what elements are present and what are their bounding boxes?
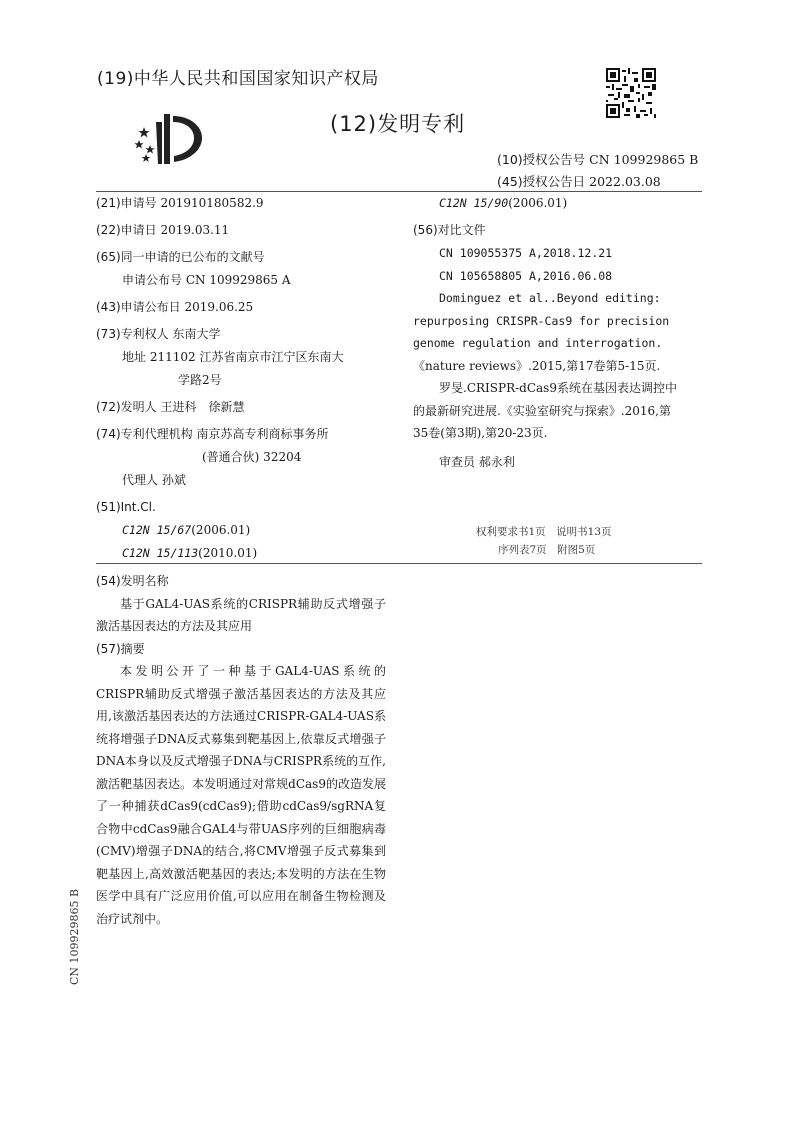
bibliographic-right [413,192,713,474]
patentee-label: (73)专利权人 [96,327,169,341]
page-count-line-1: 权利要求书1页 说明书13页 [476,526,612,538]
citation-4-line-1: 罗旻.CRISPR-dCas9系统在基因表达调控中 [439,381,677,395]
citation-2: CN 105658805 A,2016.06.08 [439,268,613,283]
document-type: (12)发明专利 [330,112,466,136]
invention-title: 基于GAL4-UAS系统的CRISPR辅助反式增强子激活基因表达的方法及其应用 [96,596,386,633]
application-date: 2019.03.11 [160,223,230,237]
publication-date: 2019.06.25 [184,300,254,314]
prior-pub-number: CN 109929865 A [185,273,291,287]
intcl-label: (51)Int.Cl. [96,500,156,514]
address-line-1: 211102 江苏省南京市江宁区东南大 [149,350,344,364]
cited-documents-label-row [413,219,713,242]
agent-row [96,469,396,492]
agency-line-1: 南京苏高专利商标事务所 [196,427,329,441]
citation-1: CN 109055375 A,2018.12.21 [439,246,613,260]
application-number: 201910180582.9 [160,196,264,210]
agent: 孙斌 [161,473,186,487]
application-number-row [96,192,396,215]
page-count-summary [476,523,612,559]
address-label: 地址 [122,350,147,364]
cited-documents [413,242,713,310]
prior-pub-number-label: 申请公布号 [122,273,183,287]
examiner-label: 审查员 [439,454,476,469]
agency-label: (74)专利代理机构 [96,427,193,441]
address-line-2: 学路2号 [178,373,222,387]
citation-3-line-3: genome regulation and interrogation. [413,336,663,350]
prior-publication-label: (65)同一申请的已公布的文献号 [96,250,265,264]
intcl-code-1: C12N 15/67 [122,523,192,537]
intcl-code-2: C12N 15/113 [122,546,199,560]
side-patent-number: CN 109929865 B [68,888,81,985]
citation-3-line-2: repurposing CRISPR-Cas9 for precision [413,313,670,328]
publication-date-label: (43)申请公布日 [96,300,181,314]
page-count-line-2: 序列表7页 附图5页 [498,544,596,556]
grant-pub-date: 2022.03.08 [589,174,661,189]
application-date-row [96,219,396,242]
intcl-year-2: (2010.01) [198,546,258,560]
agency-line-2: (普通合伙) 32204 [202,450,302,464]
examiner-row [413,451,713,474]
patentee-row [96,323,396,346]
intcl-row-1 [96,519,396,542]
citation-4-line-2: 的最新研究进展.《实验室研究与探索》.2016,第 [413,403,671,418]
patentee: 东南大学 [172,327,221,341]
publication-date-row [96,296,396,319]
grant-pub-number: CN 109929865 B [589,152,699,167]
abstract-divider [96,563,702,564]
intcl-year-3: (2006.01) [508,196,568,210]
qr-code-icon [606,68,656,118]
prior-publication-row [96,246,396,269]
cnipa-logo-icon [130,110,206,166]
agent-label: 代理人 [122,473,159,487]
grant-pub-number-row [497,150,698,168]
intcl-continued-row [413,192,713,215]
abstract-text: 本发明公开了一种基于GAL4-UAS系统的CRISPR辅助反式增强子激活基因表达的方法及其应用,该激活基因表达的方法通过CRISPR-GAL4-UAS系统将增强子DNA反式募集到靶基因上,依靠反式增强子DNA本身以及反式增强子DNA与CRISPR系统的互作,激活靶基因表达。本发明通过对常规dCas9的改造发展了一种捕获dCas9(cdCas9);借助cdCas9/sgRNA复合物中cdCas9融合GAL4与带UAS序列的巨细胞病毒(CMV)增强子DNA的结合,将CMV增强子反式募集到靶基因上,高效激活靶基因的表达;本发明的方法在生物医学中具有广泛应用价值,可以应用在制备生物检测及治疗试剂中。 [96,664,386,926]
abstract-label: (57)摘要 [96,641,145,656]
bibliographic-left [96,192,396,565]
abstract-section [96,570,386,930]
agency-row [96,423,396,446]
prior-pub-number-row [96,269,396,292]
intcl-row-2 [96,542,396,565]
citation-3-continued [413,310,713,445]
issuing-office: (19)中华人民共和国国家知识产权局 [97,69,379,89]
inventor-row [96,396,396,419]
inventor-label: (72)发明人 [96,400,157,414]
grant-pub-number-label: (10)授权公告号 [497,152,586,167]
address-row [96,346,396,369]
title-label: (54)发明名称 [96,574,169,588]
cited-documents-label: (56)对比文件 [413,223,486,237]
grant-pub-date-row [497,172,661,190]
citation-3-line-4: 《nature reviews》.2015,第17卷第5-15页. [413,358,661,373]
examiner: 郝永利 [478,454,515,469]
application-date-label: (22)申请日 [96,223,157,237]
grant-pub-date-label: (45)授权公告日 [497,174,586,189]
intcl-code-3: C12N 15/90 [439,196,509,210]
application-number-label: (21)申请号 [96,196,157,210]
intcl-year-1: (2006.01) [191,523,251,537]
citation-4-line-3: 35卷(第3期),第20-23页. [413,426,548,440]
intcl-label-row [96,496,396,519]
inventors: 王进科 徐新慧 [160,400,245,414]
citation-3-line-1: Dominguez et al..Beyond editing: [439,291,661,305]
